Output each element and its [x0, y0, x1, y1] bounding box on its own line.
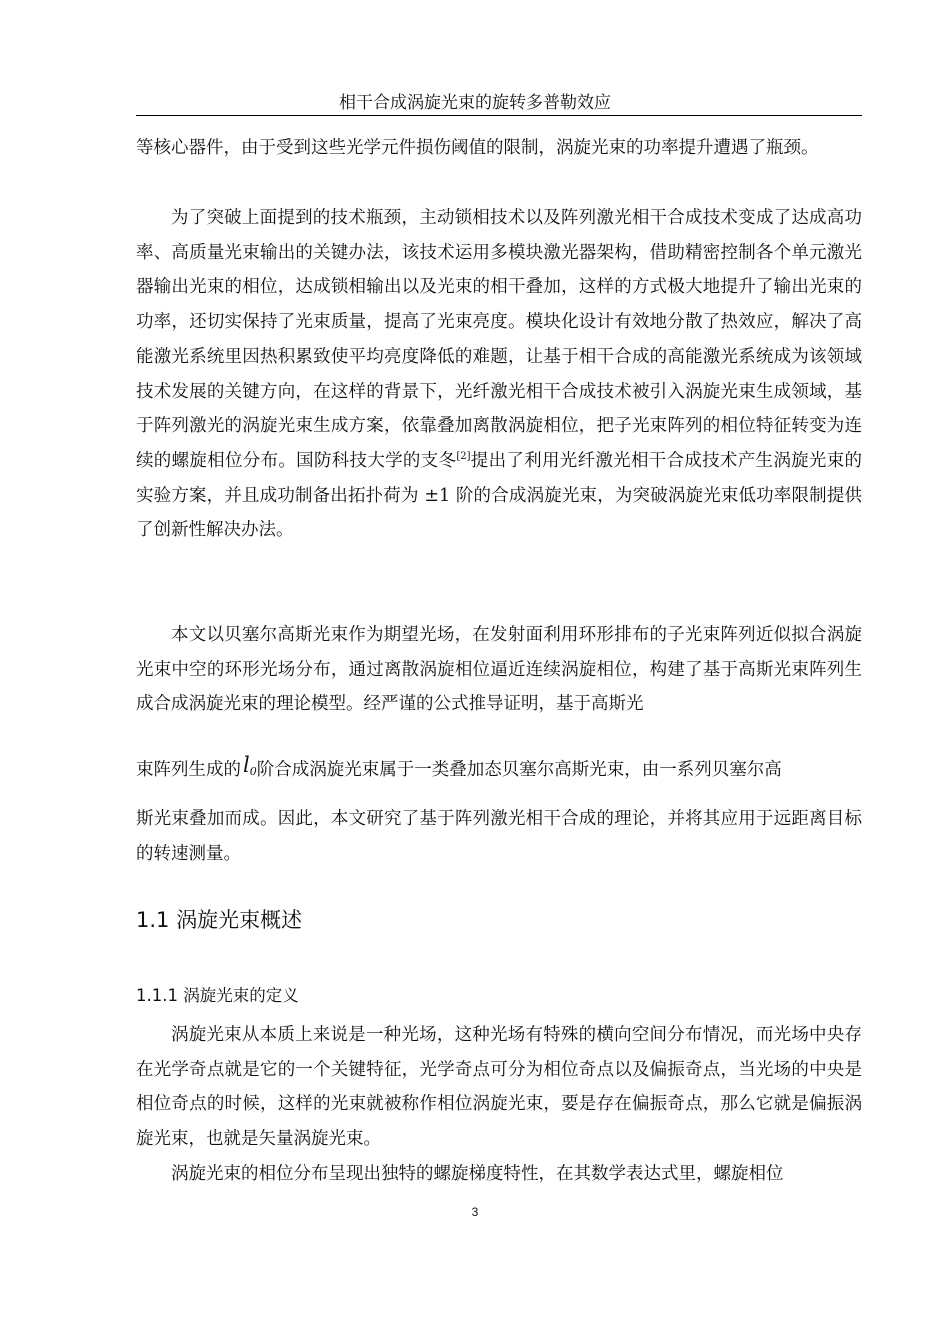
running-header-title: 相干合成涡旋光束的旋转多普勒效应: [339, 93, 611, 113]
subsection-heading: 1.1.1 涡旋光束的定义: [136, 986, 299, 1005]
paragraph-definition: 涡旋光束从本质上来说是一种光场，这种光场有特殊的横向空间分布情况，而光场中央存在光学奇点就是它的一个关键特征，光学奇点可分为相位奇点以及偏振奇点，当光场的中央是相位奇点的时候，这样的光束就被称作相位涡旋光束，要是存在偏振奇点，那么它就是偏振涡旋光束，也就是矢量涡旋光束。: [136, 1025, 862, 1150]
section-heading: 1.1 涡旋光束概述: [136, 908, 303, 932]
paragraph-phase-distribution: 涡旋光束的相位分布呈现出独特的螺旋梯度特性，在其数学表达式里，螺旋相位: [171, 1164, 784, 1184]
paragraph-text: 阶合成涡旋光束属于一类叠加态贝塞尔高斯光束，由一系列贝塞尔高: [256, 760, 782, 780]
paragraph-this-work: 本文以贝塞尔高斯光束作为期望光场，在发射面利用环形排布的子光束阵列近似拟合涡旋光束中空的环形光场分布，通过离散涡旋相位逼近连续涡旋相位，构建了基于高斯光束阵列生成合成涡旋光束的理论模型。经严谨的公式推导证明，基于高斯光: [136, 625, 862, 715]
paragraph-text: 为了突破上面提到的技术瓶颈，主动锁相技术以及阵列激光相干合成技术变成了达成高功率、高质量光束输出的关键办法，该技术运用多模块激光器架构，借助精密控制各个单元激光器输出光束的相位，达成锁相输出以及光束的相干叠加，这样的方式极大地提升了输出光束的功率，还切实保持了光束质量，提高了光束亮度。模块化设计有效地分散了热效应，解决了高能激光系统里因热积累致使平均亮度降低的难题，让基于相干合成的高能激光系统成为该领域技术发展的关键方向，在这样的背景下，光纤激光相干合成技术被引入涡旋光束生成领域，基于阵列激光的涡旋光束生成方案，依靠叠加离散涡旋相位，把子光束阵列的相位特征转变为连续的螺旋相位分布。国防科技大学的支冬: [136, 208, 862, 471]
page-number: 3: [471, 1205, 479, 1219]
header-rule: [136, 115, 862, 116]
paragraph-this-work-end: 斯光束叠加而成。因此，本文研究了基于阵列激光相干合成的理论，并将其应用于远距离目标的转速测量。: [136, 809, 862, 864]
paragraph-continuation: 等核心器件，由于受到这些光学元件损伤阈值的限制，涡旋光束的功率提升遭遇了瓶颈。: [136, 138, 819, 158]
paragraph-coherent-combining: [136, 201, 862, 548]
paragraph-text: 提出了利用光纤激光相干合成技术产生涡旋光束的实验方案，并且成功制备出拓扑荷为 ±1 阶的合成涡旋光束，为突破涡旋光束低功率限制提供了创新性解决办法。: [136, 450, 863, 541]
paragraph-this-work-line-formula: [136, 748, 862, 788]
paragraph-text: 束阵列生成的: [136, 760, 241, 780]
topological-charge-variable: $l_0$: [243, 753, 257, 778]
citation-ref[interactable]: [2]: [456, 450, 471, 462]
